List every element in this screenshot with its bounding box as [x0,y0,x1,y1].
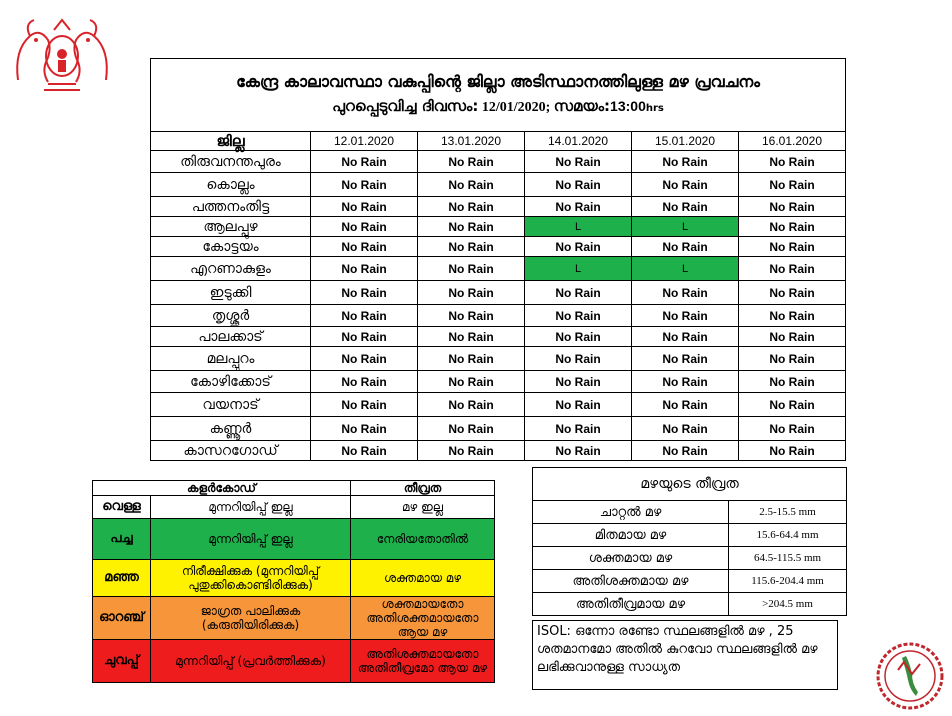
forecast-cell: No Rain [525,173,632,197]
district-name: പാലക്കാട് [151,327,311,347]
forecast-cell: No Rain [418,173,525,197]
forecast-cell: No Rain [739,347,846,371]
intensity-label: അതിശക്തമായ മഴ [533,570,729,593]
forecast-cell: No Rain [525,151,632,173]
forecast-row [151,371,846,393]
forecast-cell: No Rain [311,371,418,393]
forecast-cell: No Rain [632,237,739,257]
date-header: 15.01.2020 [632,132,739,151]
color-name: വെള്ള [93,496,151,519]
forecast-cell: No Rain [418,197,525,217]
district-name: വയനാട് [151,393,311,417]
color-meaning: മുന്നറിയിപ്പ് (പ്രവർത്തിക്കുക) [151,640,351,683]
district-name: എറണാകുളം [151,257,311,281]
isol-note: ISOL: ഒന്നോ രണ്ടോ സ്ഥലങ്ങളിൽ മഴ , 25 ശതമാനമോ അതിൽ കുറവോ സ്ഥലങ്ങളിൽ മഴ ലഭിക്കുവാനുള്ള സാധ്യത [532,620,838,690]
forecast-panel [150,58,846,461]
forecast-cell: L [525,257,632,281]
forecast-cell: No Rain [739,237,846,257]
forecast-cell: No Rain [418,371,525,393]
intensity-range: 2.5-15.5 mm [729,501,847,524]
color-code-table [92,480,495,683]
rain-intensity-panel [532,467,847,616]
forecast-row [151,393,846,417]
forecast-cell: No Rain [418,151,525,173]
intensity-row [533,593,847,616]
forecast-cell: No Rain [525,327,632,347]
color-intensity: ശക്തമായ മഴ [351,560,495,597]
issue-date-label: പുറപ്പെടുവിച്ച ദിവസം: [332,96,479,115]
forecast-cell: No Rain [525,393,632,417]
forecast-cell: No Rain [418,347,525,371]
forecast-row [151,257,846,281]
district-name: കാസറഗോഡ് [151,441,311,461]
forecast-cell: No Rain [525,417,632,441]
forecast-cell: No Rain [311,151,418,173]
forecast-cell: L [525,217,632,237]
intensity-label: അതിതീവ്രമായ മഴ [533,593,729,616]
forecast-cell: No Rain [739,217,846,237]
forecast-cell: No Rain [739,393,846,417]
forecast-cell: No Rain [739,151,846,173]
forecast-cell: No Rain [311,393,418,417]
issue-time: 13:00 [610,97,646,114]
color-code-row-yellow [93,560,495,597]
color-meaning: ജാഗ്രത പാലിക്കുക (കരുതിയിരിക്കുക) [151,597,351,640]
forecast-cell: No Rain [632,327,739,347]
color-code-row-white [93,496,495,519]
intensity-row [533,570,847,593]
forecast-cell: No Rain [739,371,846,393]
color-code-header: കളർകോഡ് [93,481,351,496]
forecast-cell: L [632,217,739,237]
forecast-row [151,305,846,327]
forecast-row [151,217,846,237]
forecast-cell: No Rain [311,305,418,327]
disaster-management-logo-icon [872,640,948,712]
forecast-cell: No Rain [311,347,418,371]
forecast-cell: No Rain [525,281,632,305]
district-name: ആലപ്പുഴ [151,217,311,237]
date-header: 14.01.2020 [525,132,632,151]
forecast-cell: No Rain [311,197,418,217]
forecast-cell: No Rain [632,281,739,305]
district-name: തിരുവനന്തപുരം [151,151,311,173]
issue-time-label: സമയം: [553,96,611,115]
district-name: കോഴിക്കോട് [151,371,311,393]
color-meaning: മുന്നറിയിപ്പ് ഇല്ല [151,496,351,519]
forecast-cell: No Rain [311,327,418,347]
forecast-row [151,441,846,461]
district-name: തൃശ്ശൂർ [151,305,311,327]
date-header: 16.01.2020 [739,132,846,151]
forecast-cell: No Rain [418,441,525,461]
forecast-cell: No Rain [739,417,846,441]
intensity-label: ശക്തമായ മഴ [533,547,729,570]
forecast-cell: No Rain [739,173,846,197]
forecast-cell: No Rain [632,347,739,371]
color-code-row-green [93,519,495,560]
district-name: പത്തനംതിട്ട [151,197,311,217]
color-intensity: ശക്തമായതോ അതിശക്തമായതോ ആയ മഴ [351,597,495,640]
forecast-cell: No Rain [418,217,525,237]
color-intensity: അതിശക്തമായതോ അതിതീവ്രമോ ആയ മഴ [351,640,495,683]
forecast-cell: No Rain [311,217,418,237]
forecast-cell: No Rain [739,257,846,281]
forecast-row [151,237,846,257]
color-intensity: മഴ ഇല്ല [351,496,495,519]
forecast-header-row [151,132,846,151]
forecast-row [151,281,846,305]
forecast-cell: No Rain [739,281,846,305]
color-name: ചുവപ്പ് [93,640,151,683]
forecast-cell: No Rain [739,197,846,217]
forecast-cell: No Rain [311,257,418,281]
district-header: ജില്ല [151,132,311,151]
district-name: ഇടുക്കി [151,281,311,305]
forecast-row [151,417,846,441]
forecast-cell: No Rain [418,281,525,305]
forecast-cell: No Rain [525,441,632,461]
forecast-title: കേന്ദ്ര കാലാവസ്ഥാ വകുപ്പിന്റെ ജില്ലാ അടിസ്ഥാനത്തിലുള്ള മഴ പ്രവചനം [236,71,760,91]
intensity-row [533,501,847,524]
forecast-cell: No Rain [311,173,418,197]
intensity-range: >204.5 mm [729,593,847,616]
color-name: പച്ച [93,519,151,560]
forecast-row [151,197,846,217]
forecast-cell: No Rain [525,305,632,327]
issue-date: 12/01/2020; [478,99,554,115]
intensity-row [533,547,847,570]
forecast-cell: No Rain [311,281,418,305]
issue-datetime [332,94,664,121]
forecast-cell: No Rain [632,393,739,417]
rain-intensity-header: മഴയുടെ തീവ്രത [533,468,847,501]
forecast-cell: No Rain [739,441,846,461]
forecast-cell: No Rain [418,417,525,441]
intensity-label: മിതമായ മഴ [533,524,729,547]
forecast-cell: No Rain [418,257,525,281]
forecast-cell: No Rain [311,237,418,257]
color-intensity: നേരിയതോതിൽ [351,519,495,560]
color-name: മഞ്ഞ [93,560,151,597]
date-header: 13.01.2020 [418,132,525,151]
forecast-row [151,173,846,197]
forecast-cell: No Rain [311,417,418,441]
district-name: കണ്ണൂർ [151,417,311,441]
forecast-table [150,131,846,461]
forecast-cell: No Rain [739,305,846,327]
color-meaning: മുന്നറിയിപ്പ് ഇല്ല [151,519,351,560]
intensity-range: 115.6-204.4 mm [729,570,847,593]
forecast-cell: L [632,257,739,281]
forecast-cell: No Rain [632,197,739,217]
forecast-cell: No Rain [739,327,846,347]
kerala-state-emblem-icon [8,10,116,96]
color-meaning: നിരീക്ഷിക്കുക (മുന്നറിയിപ്പ് പുതുക്കികൊണ്ടിരിക്കുക) [151,560,351,597]
forecast-cell: No Rain [632,173,739,197]
forecast-cell: No Rain [525,371,632,393]
date-header: 12.01.2020 [311,132,418,151]
issue-time-unit: hrs [645,102,664,114]
color-name: ഓറഞ്ച് [93,597,151,640]
forecast-cell: No Rain [418,327,525,347]
forecast-cell: No Rain [632,151,739,173]
forecast-cell: No Rain [525,347,632,371]
color-code-panel [92,480,495,683]
forecast-cell: No Rain [632,441,739,461]
intensity-row [533,524,847,547]
forecast-cell: No Rain [418,393,525,417]
forecast-row [151,327,846,347]
district-name: കൊല്ലം [151,173,311,197]
intensity-label: ചാറ്റൽ മഴ [533,501,729,524]
district-name: കോട്ടയം [151,237,311,257]
color-code-row-orange [93,597,495,640]
forecast-cell: No Rain [632,371,739,393]
intensity-header: തീവ്രത [351,481,495,496]
forecast-cell: No Rain [311,441,418,461]
color-code-row-red [93,640,495,683]
rain-intensity-table [532,467,847,616]
intensity-range: 64.5-115.5 mm [729,547,847,570]
forecast-cell: No Rain [418,305,525,327]
forecast-row [151,347,846,371]
forecast-cell: No Rain [418,237,525,257]
forecast-cell: No Rain [525,237,632,257]
intensity-range: 15.6-64.4 mm [729,524,847,547]
district-name: മലപ്പുറം [151,347,311,371]
forecast-title-box [150,58,846,131]
forecast-cell: No Rain [632,305,739,327]
forecast-cell: No Rain [632,417,739,441]
forecast-cell: No Rain [525,197,632,217]
forecast-row [151,151,846,173]
